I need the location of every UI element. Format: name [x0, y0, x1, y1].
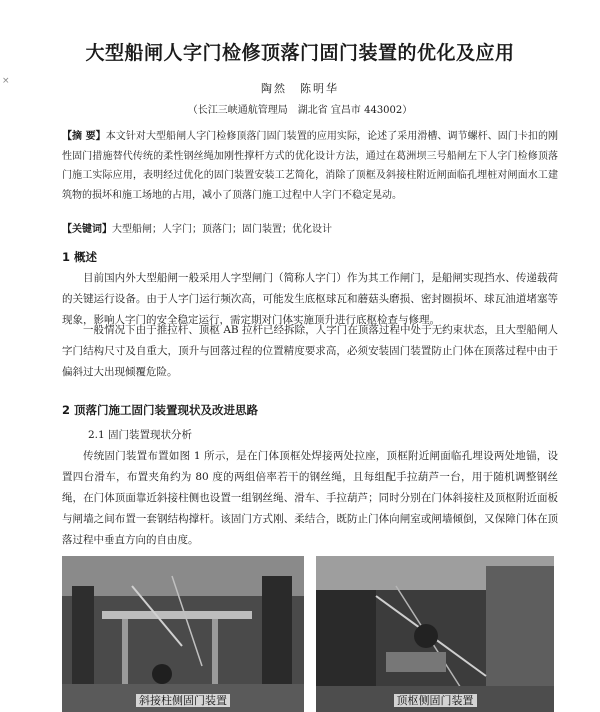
- figure-caption-right: 顶枢侧固门装置: [316, 692, 554, 708]
- section-2-paragraph-1: 传统固门装置布置如图 1 所示，是在门体顶框处焊接两处拉座，顶框附近闸面临孔埋设两处地锚，设置四台滑车，布置夹角约为 80 度的两组倍率若干的钢丝绳，且每组配手拉葫芦一台，用于随机调整钢丝绳，在门体顶面靠近斜接柱侧也设置一组钢丝绳、滑车、手拉葫芦；同时分别在门体斜接柱及顶枢附近面板与闸墙之间布置一套钢结构撑杆。该固门方式刚、柔结合，既防止门体向闸室或闸墙倾倒，又保障门体在顶落过程中垂直方向的自由度。: [62, 450, 558, 546]
- figure-photo-right: [316, 556, 554, 712]
- authors: 陶然 陈明华: [261, 82, 339, 95]
- section-1-paragraph-2: 一般情况下由于推拉杆、顶枢 AB 拉杆已经拆除，人字门在顶落过程中处于无约束状态，且大型船闸人字门结构尺寸及自重大，顶升与回落过程的位置精度要求高，必须安装固门装置防止门体在顶落过程中由于偏斜过大出现倾覆危险。: [62, 324, 558, 378]
- keywords: [62, 222, 558, 238]
- section-heading-1: 1 概述: [62, 250, 98, 264]
- photo-right-graphic: [316, 556, 554, 712]
- figure-photo-left: [62, 556, 304, 712]
- section-heading-2: 2 顶落门施工固门装置现状及改进思路: [62, 403, 259, 417]
- section-1-paragraph-1: 目前国内外大型船闸一般采用人字型闸门（简称人字门）作为其工作闸门，是船闸实现挡水、传递载荷的关键运行设备。由于人字门运行频次高，可能发生底枢球瓦和蘑菇头磨损、密封圈损坏、球瓦油道堵塞等现象，影响人字门的安全稳定运行，需定期对门体实施顶升进行底枢检查与修理。: [62, 272, 558, 326]
- margin-mark: ×: [2, 76, 10, 86]
- abstract: [62, 127, 558, 205]
- affiliation: （长江三峡通航管理局 湖北省 宜昌市 443002）: [187, 105, 413, 116]
- photo-left-graphic: [62, 556, 304, 712]
- abstract-label: 【摘 要】: [62, 131, 106, 142]
- keywords-text: 大型船闸；人字门；顶落门；固门装置；优化设计: [112, 224, 332, 235]
- abstract-text: 本文针对大型船闸人字门检修顶落门固门装置的应用实际，论述了采用滑槽、调节螺杆、固门卡扣的刚性固门措施替代传统的柔性钢丝绳加刚性撑杆方式的优化设计方法，通过在葛洲坝三号船闸左下人字门检修顶落门施工实际应用，表明经过优化的固门装置安装工艺简化，消除了顶框及斜接柱附近闸面临孔埋桩对闸面水工建 筑物的损坏和施工场地的占用，减小了顶落门施工过程中人字门不稳定晃动。: [62, 131, 559, 201]
- paper-title: 大型船闸人字门检修顶落门固门装置的优化及应用: [85, 42, 515, 64]
- figure-caption-left: 斜接柱侧固门装置: [62, 692, 304, 708]
- keywords-label: 【关键词】: [62, 224, 112, 235]
- subsection-heading-2-1: 2.1 固门装置现状分析: [88, 429, 193, 441]
